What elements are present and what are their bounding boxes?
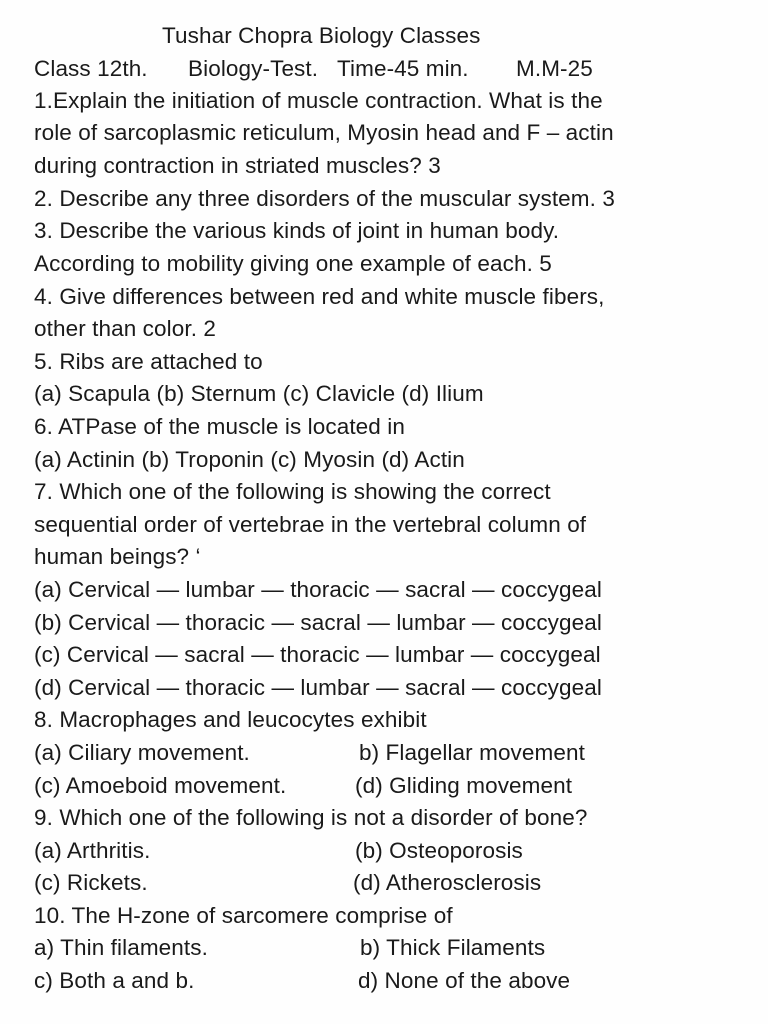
q7-line1: 7. Which one of the following is showing the correct xyxy=(34,479,551,504)
q8-option-b: b) Flagellar movement xyxy=(359,740,585,765)
q9-stem: 9. Which one of the following is not a disorder of bone? xyxy=(34,805,588,830)
q6-stem: 6. ATPase of the muscle is located in xyxy=(34,414,405,439)
q9-options-row1 xyxy=(34,835,523,867)
q9-option-d: (d) Atherosclerosis xyxy=(353,870,542,895)
q4-line1: 4. Give differences between red and white muscle fibers, xyxy=(34,284,605,309)
q8-stem: 8. Macrophages and leucocytes exhibit xyxy=(34,707,427,732)
time-label: Time-45 min. xyxy=(337,56,469,81)
q6-options: (a) Actinin (b) Troponin (c) Myosin (d) Actin xyxy=(34,447,465,472)
q4-line2: other than color. 2 xyxy=(34,316,217,341)
q10-option-d: d) None of the above xyxy=(358,968,571,993)
q9-option-a: (a) Arthritis. xyxy=(34,838,151,863)
q3-line2: According to mobility giving one example of each. 5 xyxy=(34,251,552,276)
test-label: Biology-Test. xyxy=(188,56,319,81)
q7-option-a: (a) Cervical — lumbar — thoracic — sacral — coccygeal xyxy=(34,577,602,602)
q10-option-a: a) Thin filaments. xyxy=(34,935,208,960)
q8-option-a: (a) Ciliary movement. xyxy=(34,740,250,765)
marks-label: M.M-25 xyxy=(516,56,593,81)
page-title: Tushar Chopra Biology Classes xyxy=(162,23,481,48)
q9-option-b: (b) Osteoporosis xyxy=(355,838,523,863)
q8-option-d: (d) Gliding movement xyxy=(355,773,573,798)
q7-option-c: (c) Cervical — sacral — thoracic — lumbar — coccygeal xyxy=(34,642,601,667)
q2-line1: 2. Describe any three disorders of the muscular system. 3 xyxy=(34,186,615,211)
q10-options-row1 xyxy=(34,932,546,964)
q8-option-c: (c) Amoeboid movement. xyxy=(34,773,287,798)
q8-options-row2 xyxy=(34,770,573,802)
q1-line2: role of sarcoplasmic reticulum, Myosin head and F – actin xyxy=(34,120,614,145)
q8-options-row1 xyxy=(34,737,585,769)
q5-stem: 5. Ribs are attached to xyxy=(34,349,263,374)
class-label: Class 12th. xyxy=(34,56,148,81)
q7-line2: sequential order of vertebrae in the vertebral column of xyxy=(34,512,587,537)
q3-line1: 3. Describe the various kinds of joint in human body. xyxy=(34,218,560,243)
q9-options-row2 xyxy=(34,867,542,899)
q5-options: (a) Scapula (b) Sternum (c) Clavicle (d) Ilium xyxy=(34,381,484,406)
q1-line1: 1.Explain the initiation of muscle contraction. What is the xyxy=(34,88,603,113)
q10-option-b: b) Thick Filaments xyxy=(360,935,546,960)
test-info-line xyxy=(34,53,593,85)
q7-option-b: (b) Cervical — thoracic — sacral — lumbar — coccygeal xyxy=(34,610,602,635)
q10-options-row2 xyxy=(34,965,571,997)
q1-line3: during contraction in striated muscles? 3 xyxy=(34,153,441,178)
q10-option-c: c) Both a and b. xyxy=(34,968,195,993)
q7-line3: human beings? ‘ xyxy=(34,544,201,569)
q10-stem: 10. The H-zone of sarcomere comprise of xyxy=(34,903,453,928)
q9-option-c: (c) Rickets. xyxy=(34,870,148,895)
q7-option-d: (d) Cervical — thoracic — lumbar — sacral — coccygeal xyxy=(34,675,602,700)
